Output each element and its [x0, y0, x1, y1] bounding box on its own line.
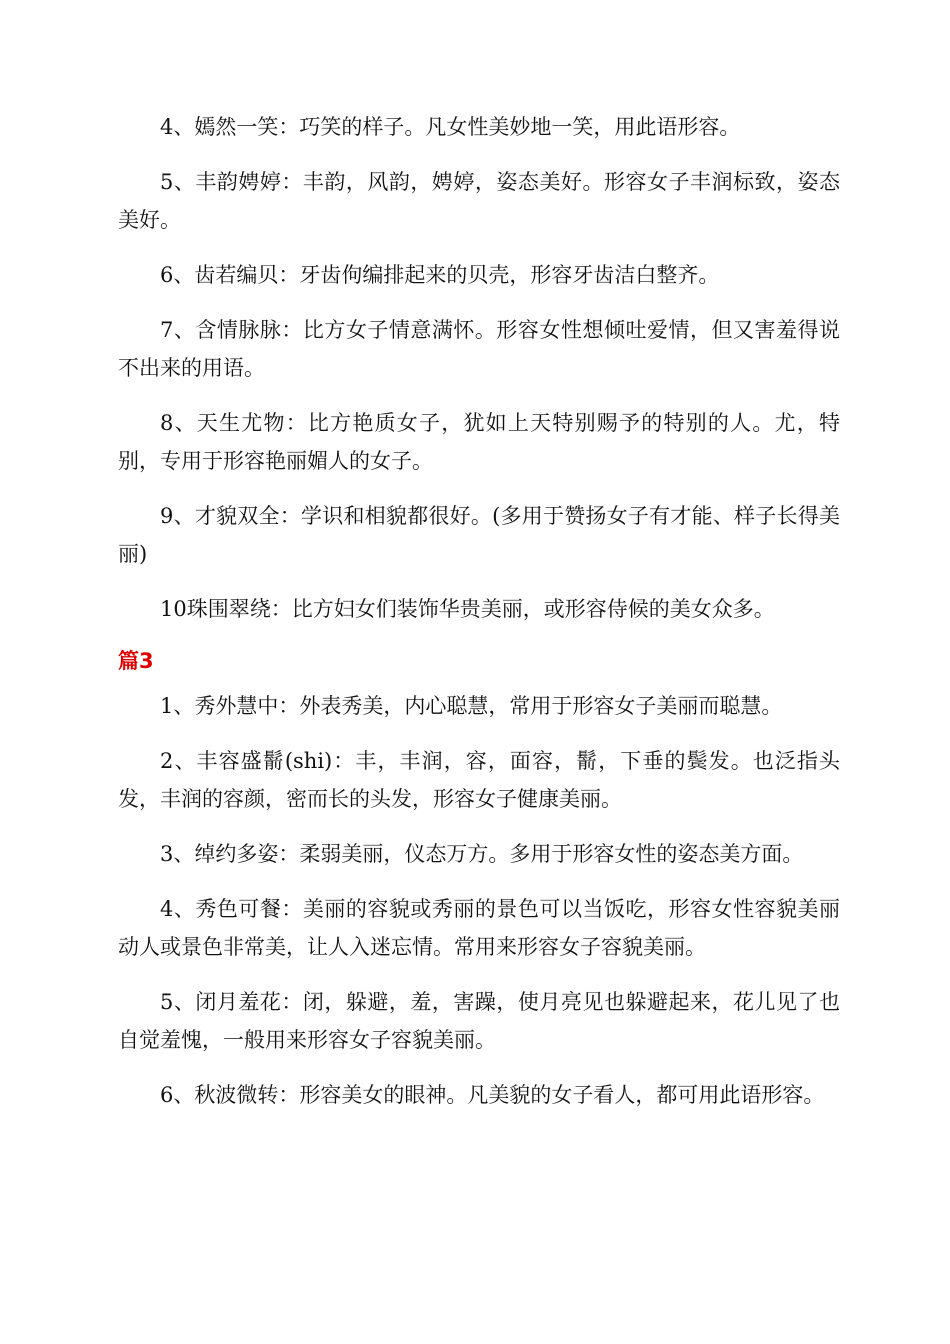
document-page — [118, 108, 840, 1131]
paragraph-item-9: 9、才貌双全：学识和相貌都很好。(多用于赞扬女子有才能、样子长得美丽) — [118, 504, 840, 566]
section-heading: 篇3 — [118, 649, 154, 673]
paragraph-item-6: 6、齿若编贝：牙齿佝编排起来的贝壳，形容牙齿洁白整齐。 — [160, 263, 720, 287]
section3-item-1: 1、秀外慧中：外表秀美，内心聪慧，常用于形容女子美丽而聪慧。 — [160, 694, 783, 718]
paragraph-item-7: 7、含情脉脉：比方女子情意满怀。形容女性想倾吐爱情，但又害羞得说不出来的用语。 — [118, 318, 840, 380]
section3-item-6: 6、秋波微转：形容美女的眼神。凡美貌的女子看人，都可用此语形容。 — [160, 1083, 825, 1107]
section3-item-4: 4、秀色可餐：美丽的容貌或秀丽的景色可以当饭吃，形容女性容貌美丽动人或景色非常美，让人入迷忘情。常用来形容女子容貌美丽。 — [118, 897, 840, 959]
paragraph-item-8: 8、天生尤物：比方艳质女子，犹如上天特别赐予的特别的人。尤，特别，专用于形容艳丽媚人的女子。 — [118, 411, 840, 473]
section3-item-5: 5、闭月羞花：闭，躲避，羞，害躁，使月亮见也躲避起来，花儿见了也自觉羞愧，一般用来形容女子容貌美丽。 — [118, 990, 840, 1052]
section3-item-3: 3、绰约多姿：柔弱美丽，仪态万方。多用于形容女性的姿态美方面。 — [160, 842, 804, 866]
paragraph-item-10: 10珠围翠绕：比方妇女们装饰华贵美丽，或形容侍候的美女众多。 — [160, 597, 775, 621]
section3-item-2: 2、丰容盛鬋(shi)：丰，丰润，容，面容，鬋，下垂的鬓发。也泛指头发，丰润的容颜，密而长的头发，形容女子健康美丽。 — [118, 749, 840, 811]
paragraph-item-5: 5、丰韵娉婷：丰韵，风韵，娉婷，姿态美好。形容女子丰润标致，姿态美好。 — [118, 170, 840, 232]
paragraph-item-4: 4、嫣然一笑：巧笑的样子。凡女性美妙地一笑，用此语形容。 — [160, 115, 741, 139]
